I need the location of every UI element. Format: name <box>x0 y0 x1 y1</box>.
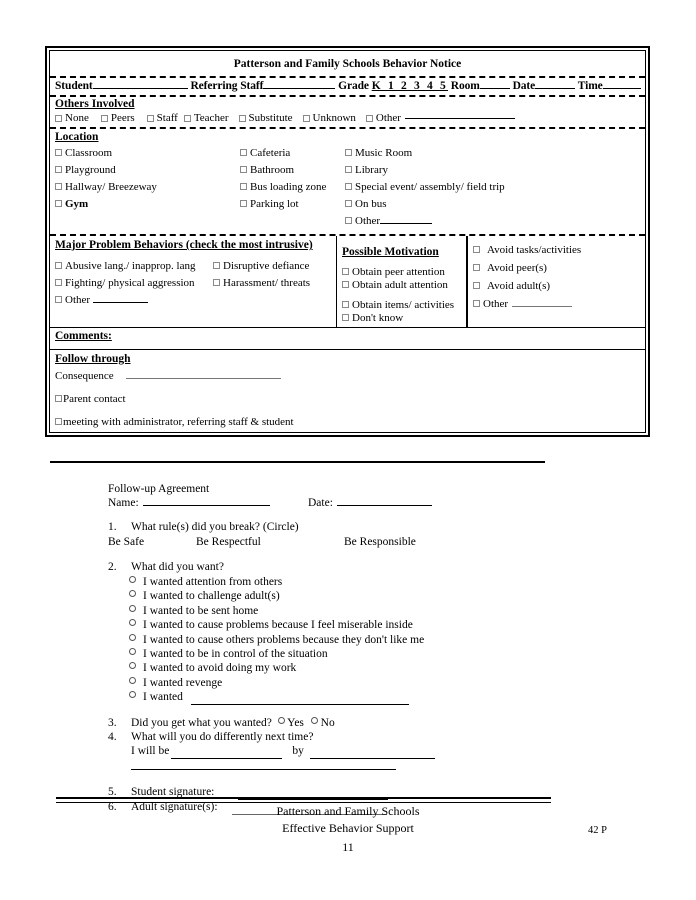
date-label: Date <box>512 80 536 92</box>
time-input[interactable] <box>603 88 641 89</box>
rule-be-responsible[interactable]: Be Responsible <box>344 536 416 548</box>
checkbox-icon[interactable] <box>213 262 220 269</box>
checkbox-icon[interactable] <box>345 183 352 190</box>
checkbox-icon[interactable] <box>213 279 220 286</box>
checkbox-icon[interactable] <box>240 166 247 173</box>
others-option-other[interactable]: Other <box>375 112 401 124</box>
grade-label: Grade <box>338 80 369 92</box>
list-item[interactable]: I wanted attention from others <box>108 575 578 589</box>
radio-icon[interactable] <box>129 677 136 684</box>
meeting-row[interactable]: meeting with administrator, referring staff & student <box>55 413 640 432</box>
checkbox-icon[interactable] <box>101 115 108 122</box>
question-2-other-input[interactable] <box>191 690 409 704</box>
behavior-option-harassment[interactable]: Harassment/ threats <box>213 275 331 292</box>
checkbox-icon[interactable] <box>342 301 349 308</box>
question-3 <box>108 716 578 730</box>
list-item[interactable]: I wanted to be in control of the situation <box>108 647 578 661</box>
location-option-on-bus[interactable]: On bus <box>345 196 640 213</box>
list-item[interactable]: I wanted revenge <box>108 676 578 690</box>
question-1-text: What rule(s) did you break? (Circle) <box>131 521 299 533</box>
checkbox-icon[interactable] <box>55 279 62 286</box>
radio-icon[interactable] <box>129 634 136 641</box>
others-involved-options <box>50 110 645 129</box>
major-problem-behaviors-section <box>50 236 337 327</box>
location-column-2 <box>240 145 345 230</box>
location-option-bus-loading-zone[interactable]: Bus loading zone <box>240 179 345 196</box>
student-input[interactable] <box>93 88 188 89</box>
others-option-teacher[interactable]: Teacher <box>193 112 229 124</box>
question-6-number: 6. <box>108 800 117 813</box>
motivation-option-adult-attention[interactable]: Obtain adult attention <box>342 279 462 292</box>
location-option-other[interactable]: Other <box>345 213 640 230</box>
list-item[interactable]: I wanted to cause others problems because they don't like me <box>108 633 578 647</box>
location-option-hallway[interactable]: Hallway/ Breezeway <box>55 179 240 196</box>
behavior-option-abusive-language[interactable]: Abusive lang./ inapprop. lang <box>55 258 213 275</box>
others-involved-heading: Others Involved <box>55 98 135 110</box>
i-will-be-input[interactable] <box>171 744 282 759</box>
possible-motivation-section <box>337 236 468 327</box>
grade-options[interactable]: K 1 2 3 4 5 <box>371 80 448 92</box>
checkbox-icon[interactable] <box>473 300 480 307</box>
agreement-title: Follow-up Agreement <box>108 483 210 495</box>
comments-section[interactable] <box>50 328 645 350</box>
motivation-option-obtain-items[interactable]: Obtain items/ activities <box>342 299 462 312</box>
parent-contact-row[interactable]: Parent contact <box>55 390 640 409</box>
others-option-substitute[interactable]: Substitute <box>248 112 293 124</box>
follow-through-heading: Follow through <box>55 353 131 365</box>
checkbox-icon[interactable] <box>342 281 349 288</box>
question-3-no[interactable]: No <box>320 716 335 729</box>
checkbox-icon[interactable] <box>55 149 62 156</box>
question-3-yes[interactable]: Yes <box>287 716 304 729</box>
question-4-text: What will you do differently next time? <box>131 730 314 743</box>
time-label: Time <box>577 80 603 92</box>
checkbox-icon[interactable] <box>473 264 480 271</box>
checkbox-icon[interactable] <box>345 149 352 156</box>
question-2-options <box>108 575 578 705</box>
radio-icon[interactable] <box>129 576 136 583</box>
radio-icon[interactable] <box>129 691 136 698</box>
radio-icon[interactable] <box>129 590 136 597</box>
student-label: Student <box>55 80 93 92</box>
checkbox-icon[interactable] <box>473 282 480 289</box>
agreement-date-field: Date: <box>308 497 432 509</box>
question-3-text: Did you get what you wanted? <box>131 716 272 729</box>
others-option-staff[interactable]: Staff <box>156 112 178 124</box>
location-option-special-event[interactable]: Special event/ assembly/ field trip <box>345 179 640 196</box>
location-option-library[interactable]: Library <box>345 162 640 179</box>
radio-icon[interactable] <box>129 619 136 626</box>
location-option-playground[interactable]: Playground <box>55 162 240 179</box>
checkbox-icon[interactable] <box>345 166 352 173</box>
checkbox-icon[interactable] <box>184 115 191 122</box>
location-other-input[interactable] <box>380 223 432 224</box>
question-2-number: 2. <box>108 561 117 573</box>
footer-line-2: Effective Behavior Support <box>282 821 414 835</box>
referring-staff-label: Referring Staff <box>190 80 264 92</box>
behavior-other-input[interactable] <box>93 302 148 303</box>
radio-icon[interactable] <box>129 605 136 612</box>
others-other-input[interactable] <box>405 118 515 119</box>
checkbox-icon[interactable] <box>303 115 310 122</box>
location-option-cafeteria[interactable]: Cafeteria <box>240 145 345 162</box>
location-column-3 <box>345 145 640 230</box>
checkbox-icon[interactable] <box>342 268 349 275</box>
checkbox-icon[interactable] <box>55 183 62 190</box>
checkbox-icon[interactable] <box>55 296 62 303</box>
avoid-option-adults[interactable]: Avoid adult(s) <box>473 277 641 295</box>
radio-icon[interactable] <box>278 717 285 724</box>
consequence-input[interactable] <box>126 378 281 379</box>
checkbox-icon[interactable] <box>240 183 247 190</box>
date-input[interactable] <box>535 88 575 89</box>
radio-icon[interactable] <box>311 717 318 724</box>
question-2 <box>108 560 578 705</box>
location-option-bathroom[interactable]: Bathroom <box>240 162 345 179</box>
others-option-unknown[interactable]: Unknown <box>312 112 356 124</box>
avoid-option-tasks[interactable]: Avoid tasks/activities <box>473 241 641 259</box>
avoid-other-input[interactable] <box>512 306 572 307</box>
question-4 <box>108 730 578 744</box>
i-will-be-label: I will be <box>131 744 170 757</box>
student-info-row <box>50 78 645 97</box>
follow-through-section <box>50 350 645 432</box>
checkbox-icon[interactable] <box>240 149 247 156</box>
checkbox-icon[interactable] <box>345 217 352 224</box>
behavior-notice-form <box>45 46 650 437</box>
checkbox-icon[interactable] <box>55 262 62 269</box>
checkbox-icon[interactable] <box>239 115 246 122</box>
question-2-text: What did you want? <box>131 561 224 573</box>
behavior-option-disruptive-defiance[interactable]: Disruptive defiance <box>213 258 331 275</box>
location-section <box>50 129 645 236</box>
question-3-number: 3. <box>108 716 117 729</box>
question-1-rules <box>108 535 578 549</box>
list-item[interactable]: I wanted to challenge adult(s) <box>108 589 578 603</box>
location-option-music-room[interactable]: Music Room <box>345 145 640 162</box>
student-signature-label: Student signature: <box>131 785 215 798</box>
consequence-row: Consequence <box>55 367 640 386</box>
location-option-classroom[interactable]: Classroom <box>55 145 240 162</box>
checkbox-icon[interactable] <box>366 115 373 122</box>
checkbox-icon[interactable] <box>240 200 247 207</box>
question-1 <box>108 520 578 549</box>
question-5-number: 5. <box>108 785 117 798</box>
list-item[interactable]: I wanted to cause problems because I feel miserable inside <box>108 618 578 632</box>
footer-line-1: Patterson and Family Schools <box>276 804 420 818</box>
section-divider-top <box>50 461 545 463</box>
others-option-none[interactable]: None <box>65 112 89 124</box>
comments-heading: Comments: <box>55 330 112 342</box>
rule-be-safe[interactable]: Be Safe <box>108 536 145 548</box>
by-input[interactable] <box>310 744 435 759</box>
form-title: Patterson and Family Schools Behavior Notice <box>50 51 645 78</box>
follow-up-agreement <box>108 482 578 815</box>
checkbox-icon[interactable] <box>55 200 62 207</box>
adult-signature-label: Adult signature(s): <box>131 800 218 813</box>
radio-icon[interactable] <box>129 648 136 655</box>
behavior-option-fighting[interactable]: Fighting/ physical aggression <box>55 275 213 292</box>
behaviors-motivation-row <box>50 236 645 328</box>
question-4-extra-input[interactable] <box>131 769 396 770</box>
motivation-heading: Possible Motivation <box>342 246 439 258</box>
motivation-option-dont-know[interactable]: Don't know <box>342 312 462 325</box>
corner-note: 42 P <box>588 825 607 836</box>
checkbox-icon[interactable] <box>55 115 62 122</box>
list-item[interactable]: I wanted to avoid doing my work <box>108 661 578 675</box>
question-4-answer-line-2 <box>108 761 578 773</box>
question-3-4-block <box>108 716 578 773</box>
checkbox-icon[interactable] <box>55 418 62 425</box>
checkbox-icon[interactable] <box>55 395 62 402</box>
location-option-parking-lot[interactable]: Parking lot <box>240 196 345 213</box>
avoid-section <box>468 236 645 327</box>
radio-icon[interactable] <box>129 662 136 669</box>
avoid-option-other[interactable]: Other <box>473 295 641 313</box>
referring-staff-input[interactable] <box>263 88 335 89</box>
page-number: 11 <box>342 840 354 854</box>
checkbox-icon[interactable] <box>147 115 154 122</box>
checkbox-icon[interactable] <box>345 200 352 207</box>
question-4-answer-row <box>108 744 578 759</box>
rule-be-respectful[interactable]: Be Respectful <box>196 536 261 548</box>
list-item[interactable]: I wanted <box>108 690 578 704</box>
agreement-name-input[interactable] <box>143 505 270 506</box>
location-heading: Location <box>55 131 99 143</box>
checkbox-icon[interactable] <box>342 314 349 321</box>
question-1-number: 1. <box>108 521 117 533</box>
checkbox-icon[interactable] <box>473 246 480 253</box>
behaviors-heading: Major Problem Behaviors (check the most intrusive) <box>55 239 313 251</box>
agreement-date-input[interactable] <box>337 505 432 506</box>
location-option-gym[interactable]: Gym <box>55 196 240 213</box>
by-label: by <box>292 744 304 757</box>
avoid-option-peers[interactable]: Avoid peer(s) <box>473 259 641 277</box>
list-item[interactable]: I wanted to be sent home <box>108 604 578 618</box>
question-4-number: 4. <box>108 730 117 743</box>
agreement-name-date-row <box>108 497 578 509</box>
location-column-1 <box>55 145 240 230</box>
room-input[interactable] <box>480 88 510 89</box>
checkbox-icon[interactable] <box>55 166 62 173</box>
behavior-option-other[interactable]: Other <box>55 292 213 309</box>
motivation-option-peer-attention[interactable]: Obtain peer attention <box>342 266 462 279</box>
room-label: Room <box>450 80 480 92</box>
others-option-peers[interactable]: Peers <box>110 112 135 124</box>
agreement-name-field: Name: <box>108 497 308 509</box>
